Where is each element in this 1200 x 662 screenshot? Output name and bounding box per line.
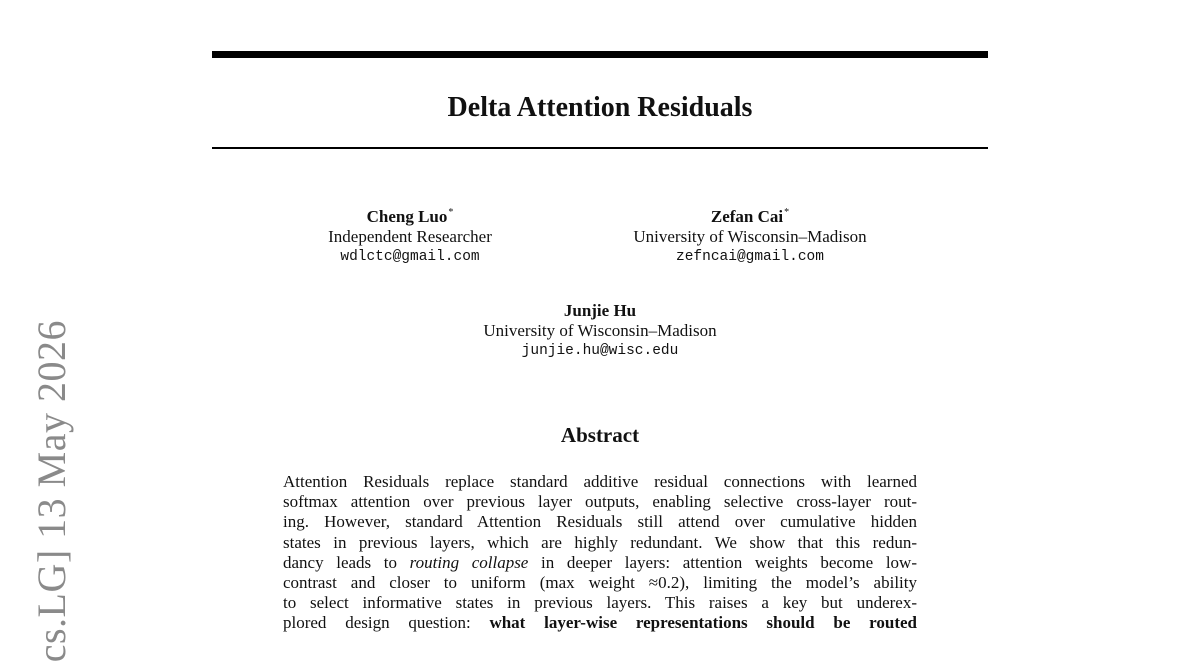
abstract-bold-question: what layer-wise representations should be routed — [489, 613, 917, 633]
abstract-line: contrast and closer to uniform (max weight ≈0.2), limiting the model’s ability — [283, 573, 917, 593]
author-affiliation: Independent Researcher — [328, 227, 492, 246]
arxiv-stamp: cs.LG] 13 May 2026 — [29, 320, 74, 662]
equal-contribution-mark: * — [784, 207, 790, 218]
author-affiliation: University of Wisconsin–Madison — [633, 227, 867, 246]
author-email[interactable]: junjie.hu@wisc.edu — [521, 343, 679, 359]
abstract-line: Attention Residuals replace standard additive residual connections with learned — [283, 472, 917, 491]
author-affiliation: University of Wisconsin–Madison — [483, 321, 717, 340]
abstract-line: softmax attention over previous layer outputs, enabling selective cross-layer rout- — [283, 492, 917, 512]
abstract-line: states in previous layers, which are highly redundant. We show that this redun- — [283, 532, 917, 552]
abstract-emphasis: routing collapse — [409, 552, 529, 572]
abstract-body — [283, 472, 917, 634]
abstract-line: plored design question: what layer-wise representations should be routed — [283, 613, 917, 633]
title-top-rule — [212, 51, 988, 58]
author-block — [420, 301, 780, 361]
paper-title: Delta Attention Residuals — [447, 92, 753, 123]
author-name: Cheng Luo* — [366, 207, 454, 226]
author-name: Junjie Hu — [563, 301, 637, 320]
author-email[interactable]: zefncai@gmail.com — [676, 249, 824, 265]
author-email[interactable]: wdlctc@gmail.com — [340, 249, 480, 265]
abstract-line: dancy leads to routing collapse in deeper layers: attention weights become low- — [283, 552, 917, 572]
title-bottom-rule — [212, 147, 988, 149]
abstract-line: to select informative states in previous layers. This raises a key but underex- — [283, 593, 917, 613]
author-block — [600, 203, 900, 267]
author-block — [290, 203, 530, 267]
abstract-heading: Abstract — [560, 423, 640, 447]
equal-contribution-mark: * — [448, 207, 454, 218]
abstract-line: ing. However, standard Attention Residuals still attend over cumulative hidden — [283, 512, 917, 532]
author-name: Zefan Cai* — [710, 207, 790, 226]
